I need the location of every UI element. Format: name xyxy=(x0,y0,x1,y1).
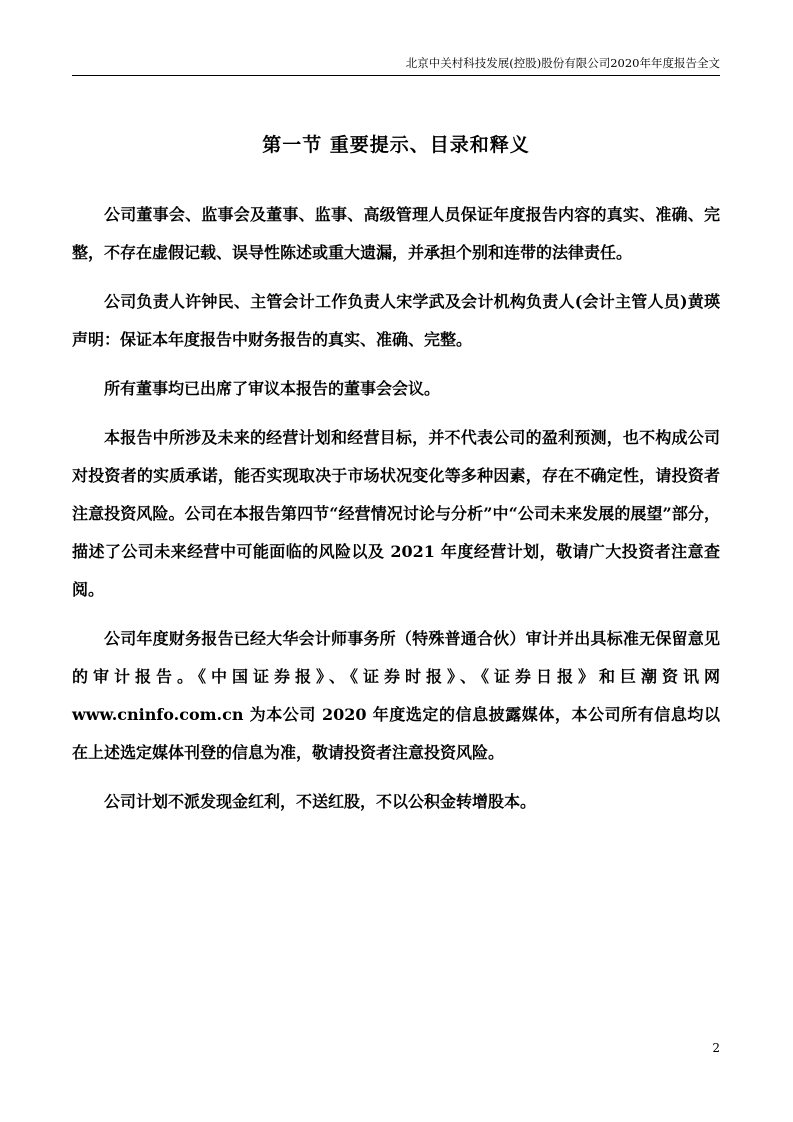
paragraph-responsibility-statement: 公司董事会、监事会及董事、监事、高级管理人员保证年度报告内容的真实、准确、完整，不存在虚假记载、误导性陈述或重大遗漏，并承担个别和连带的法律责任。 xyxy=(72,205,720,262)
paragraph-dividend-plan: 公司计划不派发现金红利，不送红股，不以公积金转增股本。 xyxy=(104,792,537,811)
paragraph-forward-looking-risk: 本报告中所涉及未来的经营计划和经营目标，并不代表公司的盈利预测，也不构成公司对投资者的实质承诺，能否实现取决于市场状况变化等多种因素，存在不确定性，请投资者注意投资风险。公司在本报告第四节“经营情况讨论与分析”中“公司未来发展的展望”部分，描述了公司未来经营中可能面临的风险以及 2021 年度经营计划，敬请广大投资者注意查阅。 xyxy=(72,428,720,599)
header-title: 北京中关村科技发展(控股)股份有限公司2020年年度报告全文 xyxy=(405,56,720,70)
paragraph-financial-declaration: 公司负责人许钟民、主管会计工作负责人宋学武及会计机构负责人(会计主管人员)黄瑛声明：保证本年度报告中财务报告的真实、准确、完整。 xyxy=(72,292,720,349)
page-number: 2 xyxy=(712,1041,720,1055)
section-title: 第一节 重要提示、目录和释义 xyxy=(262,134,530,156)
paragraph-audit-and-media: 公司年度财务报告已经大华会计师事务所（特殊普通合伙）审计并出具标准无保留意见的审计报告。《中国证券报》、《证券时报》、《证券日报》和巨潮资讯网 www.cninfo.com.cn 为本公司 2020 年度选定的信息披露媒体，本公司所有信息均以在上述选定媒体刊登的信息为准，敬请投资者注意投资风险。 xyxy=(72,629,720,762)
paragraph-board-attendance: 所有董事均已出席了审议本报告的董事会会议。 xyxy=(104,379,441,398)
page-header xyxy=(72,55,720,76)
body-content xyxy=(72,196,720,832)
